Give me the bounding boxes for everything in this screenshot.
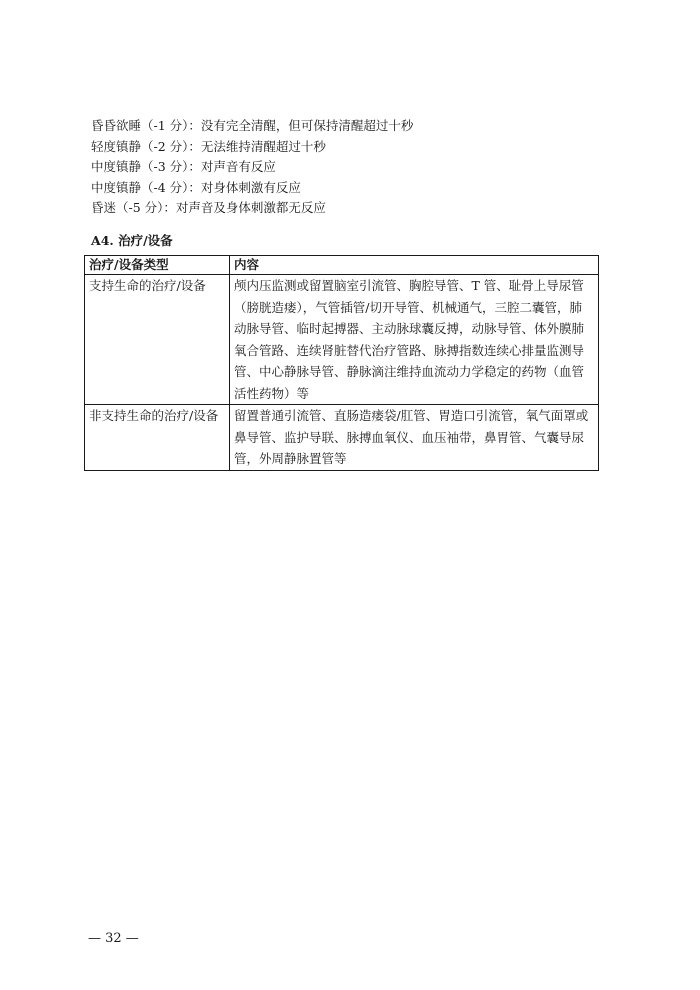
row-content-life-support: 颅内压监测或留置脑室引流管、胸腔导管、T 管、耻骨上导尿管（膀胱造瘘），气管插管/切开导管、机械通气，三腔二囊管，肺动脉导管、临时起搏器、主动脉球囊反搏，动脉导管、体外膜肺氧合管路、连续肾脏替代治疗管路、脉搏指数连续心排量监测导管、中心静脉导管、静脉滴注维持血流动力学稳定的药物（血管活性药物）等	[230, 275, 599, 405]
scale-line-drowsy: 昏昏欲睡（-1 分）：没有完全清醒，但可保持清醒超过十秒	[91, 118, 414, 133]
sedation-scale-list	[91, 116, 611, 219]
header-type: 治疗/设备类型	[85, 256, 230, 275]
table-row	[85, 275, 599, 405]
scale-line-moderate-sedation: 中度镇静（-3 分）：对声音有反应	[91, 159, 276, 174]
row-type-non-life-support: 非支持生命的治疗/设备	[85, 405, 230, 471]
table-row	[85, 405, 599, 471]
treatment-equipment-table	[84, 255, 599, 471]
table-header-row	[85, 256, 599, 275]
section-title: A4. 治疗/设备	[91, 233, 173, 248]
page-number: — 32 —	[88, 931, 139, 946]
scale-line-deep-sedation: 中度镇静（-4 分）：对身体刺激有反应	[91, 179, 301, 195]
scale-line-light-sedation: 轻度镇静（-2 分）：无法维持清醒超过十秒	[91, 138, 326, 154]
row-content-non-life-support: 留置普通引流管、直肠造瘘袋/肛管、胃造口引流管，氧气面罩或鼻导管、监护导联、脉搏血氧仪、血压袖带，鼻胃管、气囊导尿管，外周静脉置管等	[230, 405, 599, 471]
header-content: 内容	[230, 256, 599, 275]
row-type-life-support: 支持生命的治疗/设备	[85, 275, 230, 405]
scale-line-unarousable: 昏迷（-5 分）：对声音及身体刺激都无反应	[91, 200, 326, 215]
